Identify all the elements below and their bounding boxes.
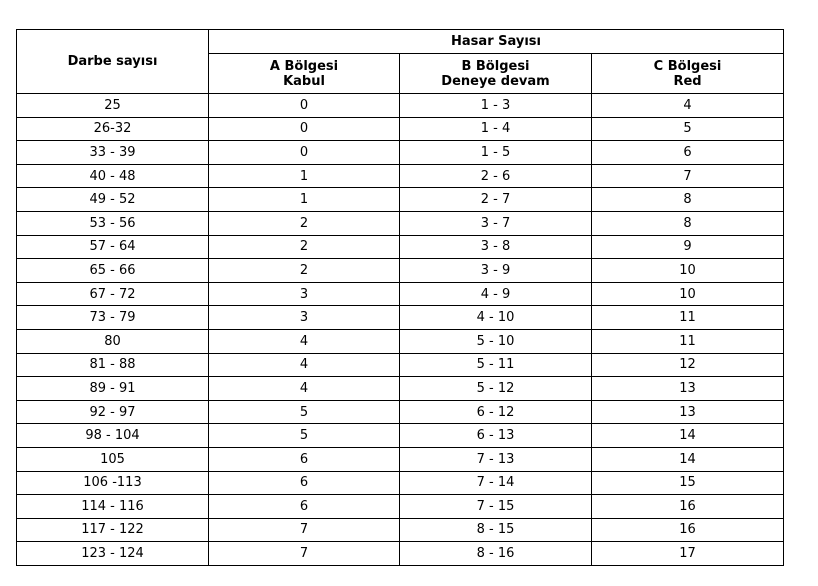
table-row xyxy=(17,188,784,212)
impact-count-cell: 65 - 66 xyxy=(17,259,209,283)
zone-a-cell: 6 xyxy=(209,471,400,495)
zone-b-cell: 1 - 5 xyxy=(400,141,592,165)
zone-b-cell: 7 - 13 xyxy=(400,447,592,471)
impact-count-cell: 98 - 104 xyxy=(17,424,209,448)
zone-a-title: A Bölgesi xyxy=(269,58,339,74)
zone-c-cell: 5 xyxy=(592,117,784,141)
table-row xyxy=(17,471,784,495)
zone-c-cell: 12 xyxy=(592,353,784,377)
impact-count-cell: 67 - 72 xyxy=(17,282,209,306)
zone-b-cell: 8 - 15 xyxy=(400,518,592,542)
zone-a-cell: 2 xyxy=(209,259,400,283)
zone-c-cell: 14 xyxy=(592,447,784,471)
impact-count-cell: 117 - 122 xyxy=(17,518,209,542)
zone-a-cell: 4 xyxy=(209,329,400,353)
zone-c-cell: 10 xyxy=(592,259,784,283)
zone-c-cell: 17 xyxy=(592,542,784,566)
zone-b-cell: 2 - 7 xyxy=(400,188,592,212)
damage-table-container xyxy=(16,29,783,566)
zone-a-cell: 6 xyxy=(209,495,400,519)
zone-c-cell: 7 xyxy=(592,164,784,188)
table-row xyxy=(17,495,784,519)
damage-count-table xyxy=(16,29,784,566)
table-row xyxy=(17,141,784,165)
impact-count-cell: 73 - 79 xyxy=(17,306,209,330)
zone-a-cell: 7 xyxy=(209,518,400,542)
zone-c-cell: 16 xyxy=(592,518,784,542)
table-row xyxy=(17,117,784,141)
zone-b-cell: 6 - 13 xyxy=(400,424,592,448)
impact-count-header: Darbe sayısı xyxy=(17,30,209,94)
impact-count-cell: 53 - 56 xyxy=(17,211,209,235)
table-row xyxy=(17,353,784,377)
zone-a-cell: 6 xyxy=(209,447,400,471)
table-body xyxy=(17,94,784,566)
zone-c-cell: 13 xyxy=(592,400,784,424)
table-row xyxy=(17,282,784,306)
zone-a-cell: 2 xyxy=(209,211,400,235)
zone-a-cell: 4 xyxy=(209,377,400,401)
zone-a-cell: 2 xyxy=(209,235,400,259)
zone-b-cell: 6 - 12 xyxy=(400,400,592,424)
zone-a-cell: 0 xyxy=(209,94,400,118)
impact-count-cell: 106 -113 xyxy=(17,471,209,495)
impact-count-cell: 114 - 116 xyxy=(17,495,209,519)
zone-a-cell: 3 xyxy=(209,306,400,330)
impact-count-cell: 89 - 91 xyxy=(17,377,209,401)
impact-count-cell: 40 - 48 xyxy=(17,164,209,188)
zone-b-cell: 3 - 9 xyxy=(400,259,592,283)
zone-a-cell: 1 xyxy=(209,188,400,212)
zone-b-subtitle: Deneye devam xyxy=(441,73,550,89)
table-header xyxy=(17,30,784,94)
zone-b-cell: 5 - 11 xyxy=(400,353,592,377)
impact-count-cell: 92 - 97 xyxy=(17,400,209,424)
zone-a-cell: 5 xyxy=(209,400,400,424)
zone-c-subtitle: Red xyxy=(673,73,702,89)
zone-a-cell: 3 xyxy=(209,282,400,306)
zone-c-cell: 8 xyxy=(592,188,784,212)
zone-a-header xyxy=(209,54,400,94)
zone-a-cell: 5 xyxy=(209,424,400,448)
zone-c-cell: 4 xyxy=(592,94,784,118)
impact-count-cell: 57 - 64 xyxy=(17,235,209,259)
zone-c-cell: 9 xyxy=(592,235,784,259)
table-row xyxy=(17,94,784,118)
zone-c-header xyxy=(592,54,784,94)
zone-b-cell: 3 - 7 xyxy=(400,211,592,235)
zone-c-cell: 13 xyxy=(592,377,784,401)
table-row xyxy=(17,518,784,542)
zone-b-cell: 4 - 9 xyxy=(400,282,592,306)
table-row xyxy=(17,329,784,353)
zone-c-cell: 6 xyxy=(592,141,784,165)
zone-b-cell: 5 - 10 xyxy=(400,329,592,353)
zone-b-cell: 3 - 8 xyxy=(400,235,592,259)
damage-count-header: Hasar Sayısı xyxy=(209,30,784,54)
zone-b-cell: 7 - 15 xyxy=(400,495,592,519)
zone-a-cell: 1 xyxy=(209,164,400,188)
table-row xyxy=(17,377,784,401)
impact-count-cell: 80 xyxy=(17,329,209,353)
impact-count-cell: 33 - 39 xyxy=(17,141,209,165)
zone-c-title: C Bölgesi xyxy=(653,58,722,74)
table-row xyxy=(17,235,784,259)
zone-c-cell: 11 xyxy=(592,329,784,353)
zone-c-cell: 16 xyxy=(592,495,784,519)
zone-c-cell: 10 xyxy=(592,282,784,306)
zone-b-cell: 8 - 16 xyxy=(400,542,592,566)
zone-a-cell: 0 xyxy=(209,141,400,165)
impact-count-cell: 123 - 124 xyxy=(17,542,209,566)
table-row xyxy=(17,259,784,283)
table-row xyxy=(17,306,784,330)
zone-c-cell: 8 xyxy=(592,211,784,235)
zone-b-cell: 1 - 3 xyxy=(400,94,592,118)
zone-b-cell: 5 - 12 xyxy=(400,377,592,401)
zone-a-cell: 7 xyxy=(209,542,400,566)
impact-count-cell: 26-32 xyxy=(17,117,209,141)
table-row xyxy=(17,447,784,471)
zone-c-cell: 11 xyxy=(592,306,784,330)
zone-a-subtitle: Kabul xyxy=(283,73,325,89)
zone-b-header xyxy=(400,54,592,94)
zone-b-cell: 1 - 4 xyxy=(400,117,592,141)
impact-count-cell: 105 xyxy=(17,447,209,471)
table-row xyxy=(17,542,784,566)
impact-count-cell: 25 xyxy=(17,94,209,118)
impact-count-cell: 49 - 52 xyxy=(17,188,209,212)
zone-b-title: B Bölgesi xyxy=(461,58,530,74)
table-row xyxy=(17,424,784,448)
zone-c-cell: 14 xyxy=(592,424,784,448)
table-row xyxy=(17,211,784,235)
impact-count-cell: 81 - 88 xyxy=(17,353,209,377)
zone-b-cell: 7 - 14 xyxy=(400,471,592,495)
zone-c-cell: 15 xyxy=(592,471,784,495)
table-row xyxy=(17,400,784,424)
zone-a-cell: 4 xyxy=(209,353,400,377)
table-row xyxy=(17,164,784,188)
zone-b-cell: 4 - 10 xyxy=(400,306,592,330)
zone-a-cell: 0 xyxy=(209,117,400,141)
zone-b-cell: 2 - 6 xyxy=(400,164,592,188)
